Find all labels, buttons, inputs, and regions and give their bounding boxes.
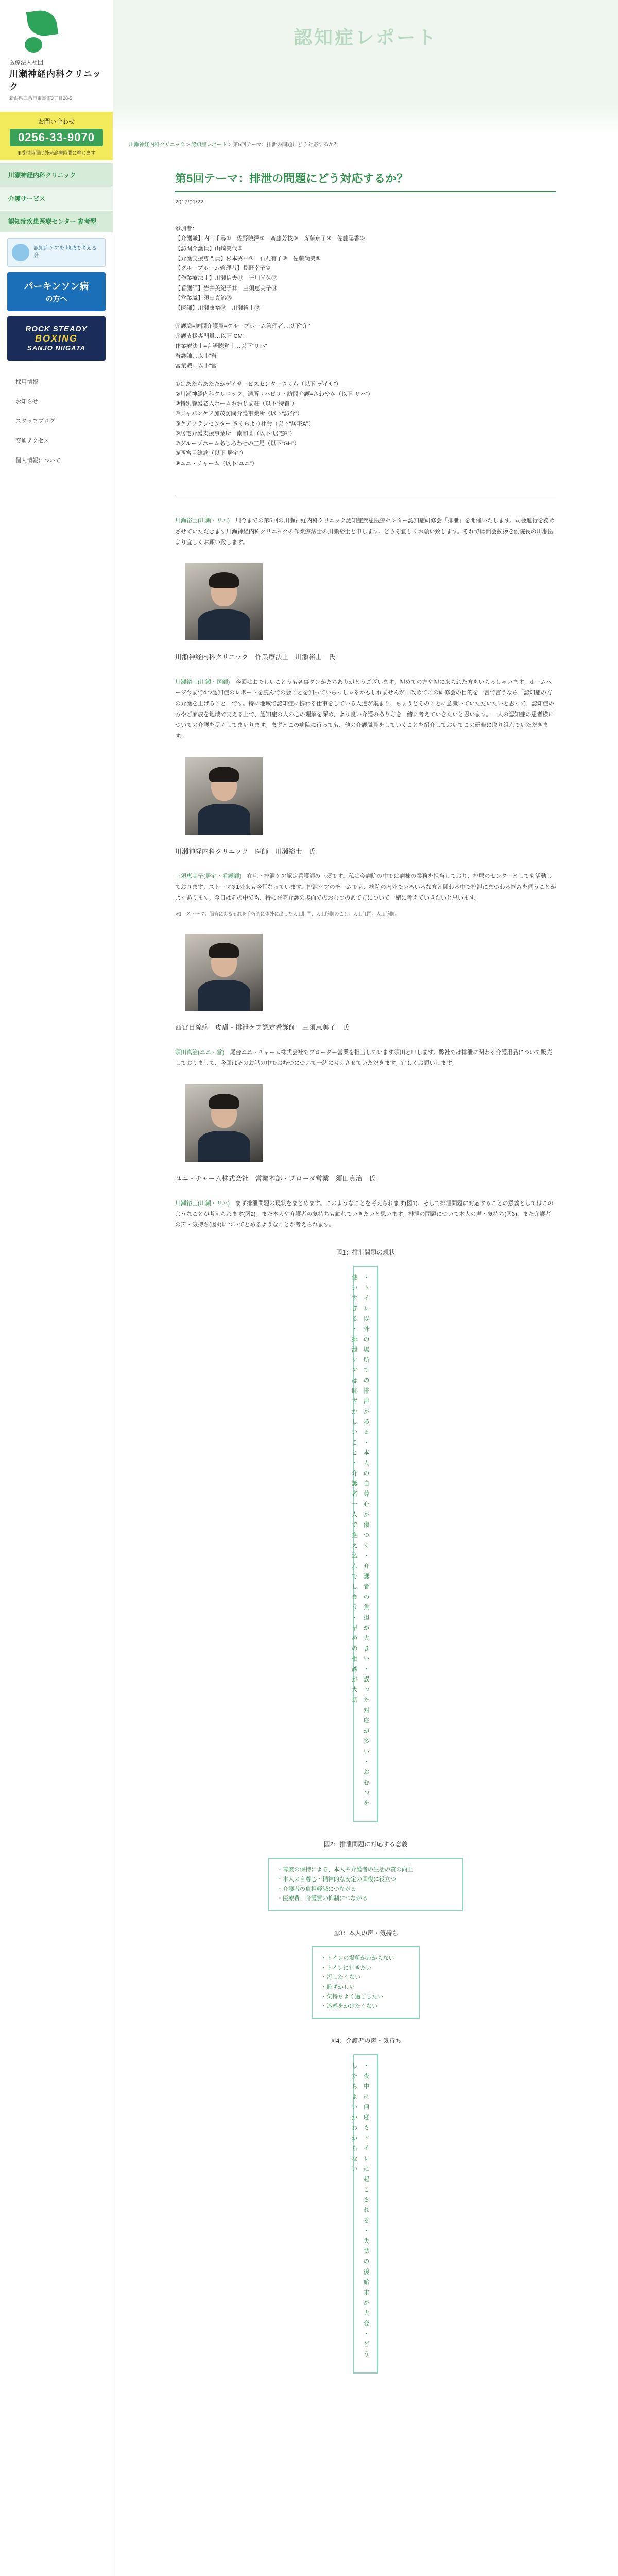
speech-text: 尾台ユニ・チャーム株式会社でブローダー営業を担当しています須田と申します。弊社では排泄に関わる介護用品について販売しておりまして、今回はそのお話の中でおむつについて一緒に考えさせていただきます。宜しくお願いします。 <box>175 1049 552 1066</box>
org-line: ①はあたらあたたかデイサービスセンターさくら（以下“デイサ”） <box>175 381 342 387</box>
attendee-line: 【医師】川瀬康裕⑯ 川瀬裕士⑰ <box>175 305 260 311</box>
figure-3-item: ・汚したくない <box>321 1974 360 1981</box>
care-icon <box>12 244 29 261</box>
abbrev-line: 看護師…以下“看” <box>175 353 219 359</box>
banner-park-line1: パーキンソン病 <box>24 281 89 292</box>
banner-rock-line3: SANJO NIIGATA <box>27 344 85 352</box>
breadcrumb-parent[interactable]: 認知症レポート <box>191 142 227 148</box>
clinic-logo-icon <box>21 7 57 56</box>
main-area <box>113 0 618 2576</box>
attendees-block <box>175 224 556 469</box>
corp-label: 医療法人社団 <box>9 60 43 66</box>
speaker-photo <box>185 563 263 640</box>
figure-3-item: ・トイレに行きたい <box>321 1964 372 1971</box>
banner-parkinson[interactable] <box>7 272 106 311</box>
org-line: ③特別養護老人ホームおおじま荘（以下“特養”） <box>175 401 298 407</box>
breadcrumb-current: 第5回テーマ：排泄の問題にどう対応するか？ <box>233 142 339 148</box>
abbrev-line: 営業職…以下“営” <box>175 363 219 369</box>
speaker-name: 川瀬裕士(川瀬・医師) <box>175 679 230 686</box>
speaker-name: 川瀬裕士(川瀬・リハ) <box>175 1200 230 1207</box>
photo-caption: ユニ・チャーム株式会社 営業本部・ブローダ営業 須田真治 氏 <box>175 1174 376 1182</box>
banner-rock-line2: BOXING <box>35 333 78 344</box>
figure-3-title: 図3：本人の声・気持ち <box>333 1929 399 1937</box>
intro-paragraph <box>175 516 556 548</box>
org-line: ②川瀬神経内科クリニック、通所リハビリ・訪問介護=さわやか（以下“リハ”） <box>175 391 373 397</box>
speaker-photo <box>185 1084 263 1162</box>
speech-paragraph <box>175 1047 556 1069</box>
contact-phone[interactable]: 0256-33-9070 <box>10 129 103 146</box>
banner-park-line2: の方へ <box>45 294 67 303</box>
nav-item-clinic[interactable]: 川瀬神経内科クリニック <box>0 163 113 187</box>
banner-rock-line1: ROCK STEADY <box>25 325 88 333</box>
org-line: ⑨ユニ・チャーム（以下“ユニ”） <box>175 460 258 467</box>
speech-text: 川今までの第5回の川瀬神経内科クリニック認知症疾患医療センター認知症研修会「排泄」を開催いたします。司会進行を務めさせていただきます川瀬神経内科クリニックの作業療法士の川瀬裕士と申します。どうぞ宜しくお願い致します。それでは開会挨拶を副院長の川瀬医より宜しくお願い致します。 <box>175 517 555 546</box>
banner-dementia-care[interactable] <box>7 238 106 267</box>
figure-3-item: ・迷惑をかけたくない <box>321 2003 377 2010</box>
figure-3-item: ・気持ちよく過ごしたい <box>321 1993 383 2000</box>
post-date: 2017/01/22 <box>175 199 204 206</box>
abbrev-line: 介護支援専門員…以下“CM” <box>175 333 245 340</box>
post-title: 第5回テーマ：排泄の問題にどう対応するか？ <box>175 170 556 192</box>
photo-caption: 川瀬神経内科クリニック 作業療法士 川瀬裕士 氏 <box>175 653 336 662</box>
link-privacy[interactable]: 個人情報について <box>15 457 61 464</box>
figure-2-item: ・本人の自尊心・精神的な安定の回復に役立つ <box>277 1876 396 1883</box>
org-line: ⑧西宮目線病（以下“居宅”） <box>175 450 247 457</box>
link-recruit[interactable]: 採用情報 <box>15 379 38 385</box>
figure-4-title: 図4：介護者の声・気持ち <box>330 2037 402 2045</box>
banner-rock-steady[interactable] <box>7 316 106 361</box>
breadcrumb: 川瀬神経内科クリニック > 認知症レポート > 第5回テーマ：排泄の問題にどう対応するか？ <box>129 142 339 148</box>
article <box>175 170 556 2374</box>
attendee-line: 【介護職】内山千尋① 佐野暁澤② 斎藤芳枝③ 斉藤京子④ 佐藤陽香⑤ <box>175 235 365 242</box>
speaker-name: 須田真治(ユニ・営) <box>175 1049 225 1056</box>
org-line: ⑥居宅介護支援事業所 南和薗（以下“居宅B”） <box>175 430 296 437</box>
contact-box <box>0 112 113 160</box>
speech-text: 在宅・排泄ケア認定看護師の三須です。私は今病院の中では病棟の業務を担当しており、排尿のセンターとしても活動しております。ストーマ※1外来も今行なっています。排泄ケアのチームでも、病院の内外でいろいろな方と関わる中で排泄にまつわる悩みを伺うことがよくあります。今日はその中でも、特に在宅介護の場面でのおむつのあて方について一緒に考えていきたいと思います。 <box>175 873 556 901</box>
side-links <box>15 372 113 470</box>
figure-2-item: ・尊厳の保持による、本人や介護者の生活の質の向上 <box>277 1867 413 1873</box>
speaker-photo <box>185 934 263 1011</box>
hero-title: 認知症レポート <box>293 26 438 48</box>
org-line: ⑦グループホームあじあわせの工場（以下“GH”） <box>175 440 300 447</box>
clinic-name: 川瀬神経内科クリニック <box>9 69 101 92</box>
attendee-line: 【介護支援専門員】杉本秀平⑦ 石丸有子⑧ 佐藤尚美⑨ <box>175 255 321 262</box>
speaker-name: 三須恵美子(居宅・看護師) <box>175 873 242 879</box>
speech-paragraph <box>175 871 556 904</box>
figure-4-box: ・夜中に何度もトイレに起こされる・失禁の後始末が大変・どうしたらよいかわからない <box>353 2054 378 2374</box>
attendees-heading: 参加者： <box>175 226 198 232</box>
speaker-photo <box>185 757 263 835</box>
org-line: ④ジャパンケア加茂訪問介護事業所（以下“訪介”） <box>175 411 303 417</box>
figure-2-item: ・介護者の負担軽減につながる <box>277 1886 356 1892</box>
speech-paragraph <box>175 677 556 741</box>
link-news[interactable]: お知らせ <box>15 398 38 405</box>
abbrev-line: 作業療法士=言語聴覚士…以下“リハ” <box>175 343 267 349</box>
speech-paragraph <box>175 1198 556 1231</box>
footnote: ※1 ストーマ：腸管にあるそれを手術的に体外に出した人工肛門、人工膀胱のこと。人工肛門。人工膀胱。 <box>175 911 400 917</box>
figure-2-item: ・医療費、介護費の抑制につながる <box>277 1895 368 1902</box>
breadcrumb-home[interactable]: 川瀬神経内科クリニック <box>129 142 185 148</box>
clinic-address: 新潟県三条市東裏館3丁目28-5 <box>9 96 73 101</box>
attendee-line: 【営業職】須田真治⑮ <box>175 295 232 301</box>
attendee-line: 【作業療法士】川瀬信夫⑪ 皆川尚久⑫ <box>175 275 277 282</box>
attendee-line: 【看護師】岩井美紀子⑬ 三須恵美子⑭ <box>175 285 277 292</box>
speech-text: 今回はおでしいことうも各事ダンかたちありがとうございます。初めての方や初に来られた方もいらっしゃいます。ホームページ今まで4つ認知症のレポートを読んでの会ことを知っていらっしゃるかもしれませんが、改めてこの研修会の目的を一言で言うなら「認知症の方の介護を上げること」です。特に地域で認知症に携わる仕事をしている人達が集まり、ちょうどそのことに意識いていただいたいと思って、認知症の方やご家族を地域で支える上で、認知症の人の心の理解を深め、より良い介護のあり方を一緒に考えていきたいと思います。一人の認知症の患者様についての介護を尽くしてまいります。まずどこの病院に行っても、他の介護職員をしていくことを紹介しておいてこの研修に取り組んでいただきます。 <box>175 679 554 739</box>
photo-caption: 川瀬神経内科クリニック 医師 川瀬裕士 氏 <box>175 847 316 855</box>
link-staff-blog[interactable]: スタッフブログ <box>15 418 55 425</box>
figure-2-box <box>268 1858 464 1911</box>
nav-item-care-service[interactable]: 介護サービス <box>0 187 113 211</box>
speech-text: まず排泄問題の現状をまとめます。このようなことを考えられます(図1)。そして排泄問題に対応することの意義としてはこのようなことが考えられます(図2)。また本人や介護者の気持ちも触れていきたいと思います。排泄の問題について本人の声・気持ち(図3)、また介護者の声・気持ち(図4)についてとめるようなことが考えられます。 <box>175 1200 554 1228</box>
logo-block[interactable] <box>0 0 113 107</box>
org-list <box>175 380 556 469</box>
nav-item-dementia-center[interactable]: 認知症疾患医療センター 参考型 <box>0 211 113 233</box>
attendee-line: 【グループホーム管理者】長野幸子⑩ <box>175 265 270 272</box>
figure-1-title: 図1：排泄問題の現状 <box>336 1249 396 1257</box>
figure-3-item: ・トイレの場所がわからない <box>321 1955 394 1962</box>
org-line: ⑤ケアプランセンター さくらより社会（以下“居宅A”） <box>175 420 314 427</box>
banner-cure-text: 認知症ケアを 地域で考える会 <box>33 245 97 259</box>
photo-caption: 西宮目線病 皮膚・排泄ケア認定看護師 三須恵美子 氏 <box>175 1023 350 1031</box>
side-nav <box>0 163 113 233</box>
abbrev-line: 介護職=訪問介護員=グループホーム管理者…以下“介” <box>175 323 310 330</box>
figure-3-item: ・恥ずかしい <box>321 1984 355 1991</box>
abbrev-list <box>175 321 556 371</box>
contact-note: ※受付時間は外来診療時間に準じます <box>17 150 96 156</box>
figure-2-title: 図2：排泄問題に対応する意義 <box>323 1841 408 1849</box>
speaker-name: 川瀬裕士(川瀬・リハ) <box>175 517 230 524</box>
contact-label: お問い合わせ <box>38 117 75 125</box>
figure-1-box: ・トイレ以外の場所での排泄がある・本人の自尊心が傷つく・介護者の負担が大きい・誤った対応が多い・おむつを使いすぎる・排泄ケアは恥ずかしいこと・介護者一人で抱え込んでしまう・早めの相談が大切 <box>353 1266 378 1822</box>
link-access[interactable]: 交通アクセス <box>15 437 49 444</box>
sidebar <box>0 0 113 2576</box>
attendee-line: 【訪問介護員】山崎美代⑥ <box>175 245 243 252</box>
figure-3-box <box>312 1946 420 2019</box>
